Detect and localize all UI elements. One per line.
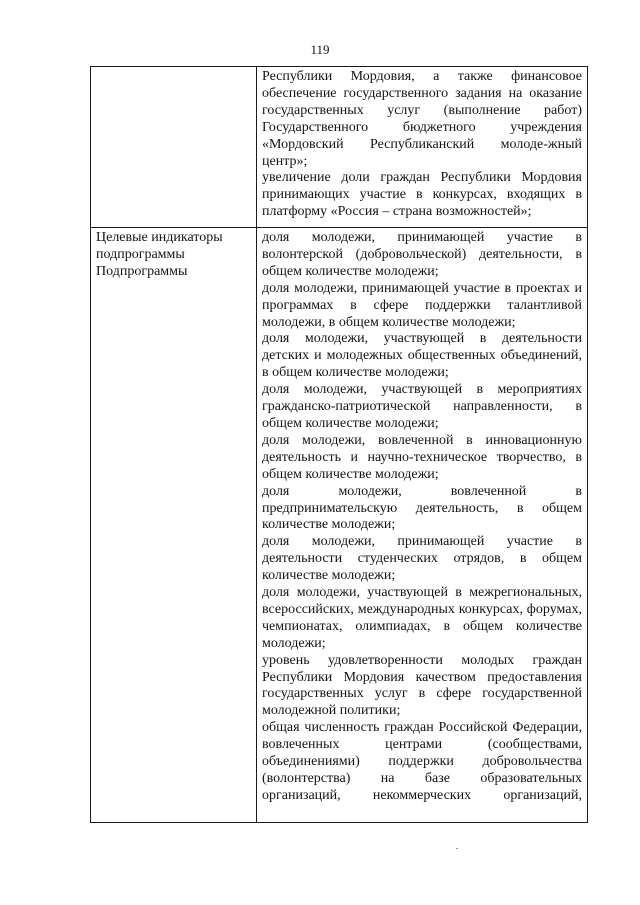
indicator-paragraph: доля молодежи, принимающей участие в волонтерской (добровольческой) деятельности, в общем количестве молодежи; — [262, 230, 582, 279]
indicator-paragraph: доля молодежи, принимающей участие в проектах и программах в сфере поддержки талантливой молодежи, в общем количестве молодежи; — [262, 280, 582, 330]
table-row — [91, 67, 588, 228]
paragraph: Республики Мордовия, а также финансовое обеспечение государственного задания на оказание государственных услуг (выполнение работ) Государственного бюджетного учреждения «Мордовский Республиканский молоде-жный центр»; — [262, 69, 582, 169]
row-content-cell — [257, 228, 588, 823]
scan-speck — [456, 848, 458, 849]
program-passport-table — [90, 66, 588, 823]
indicator-paragraph: доля молодежи, участвующей в деятельности детских и молодежных общественных объединений, в общем количестве молодежи; — [262, 331, 582, 381]
page-number: 119 — [310, 42, 330, 57]
indicator-paragraph: доля молодежи, вовлеченной в инновационную деятельность и научно-техническое творчество, в общем количестве молодежи; — [262, 432, 582, 482]
table-row — [91, 228, 588, 823]
indicator-paragraph: доля молодежи, принимающей участие в деятельности студенческих отрядов, в общем количестве молодежи; — [262, 534, 582, 584]
indicator-paragraph: доля молодежи, вовлеченной в предпринимательскую деятельность, в общем количестве молодежи; — [262, 483, 582, 533]
indicator-paragraph: доля молодежи, участвующей в межрегиональных, всероссийских, международных конкурсах, форумах, чемпионатах, олимпиадах, в общем количестве молодежи; — [262, 585, 582, 651]
indicator-paragraph: доля молодежи, участвующей в мероприятиях гражданско-патриотической направленности, в общем количестве молодежи; — [262, 382, 582, 431]
row-label-cell: Целевые индикаторы подпрограммы Подпрограммы — [91, 228, 257, 823]
paragraph: увеличение доли граждан Республики Мордовия принимающих участие в конкурсах, входящих в платформу «Россия – страна возможностей»; — [262, 170, 582, 220]
indicator-paragraph: уровень удовлетворенности молодых граждан Республики Мордовия качеством предоставления государственных услуг в сфере государственной молодежной политики; — [262, 652, 582, 719]
indicator-paragraph: общая численность граждан Российской Федерации, вовлеченных центрами (сообществами, объединениями) поддержки добровольчества (волонтерства) на базе образовательных организаций, некоммерческих организаций, — [262, 720, 582, 803]
row-label-cell — [91, 67, 257, 228]
row-content-cell — [257, 67, 588, 228]
